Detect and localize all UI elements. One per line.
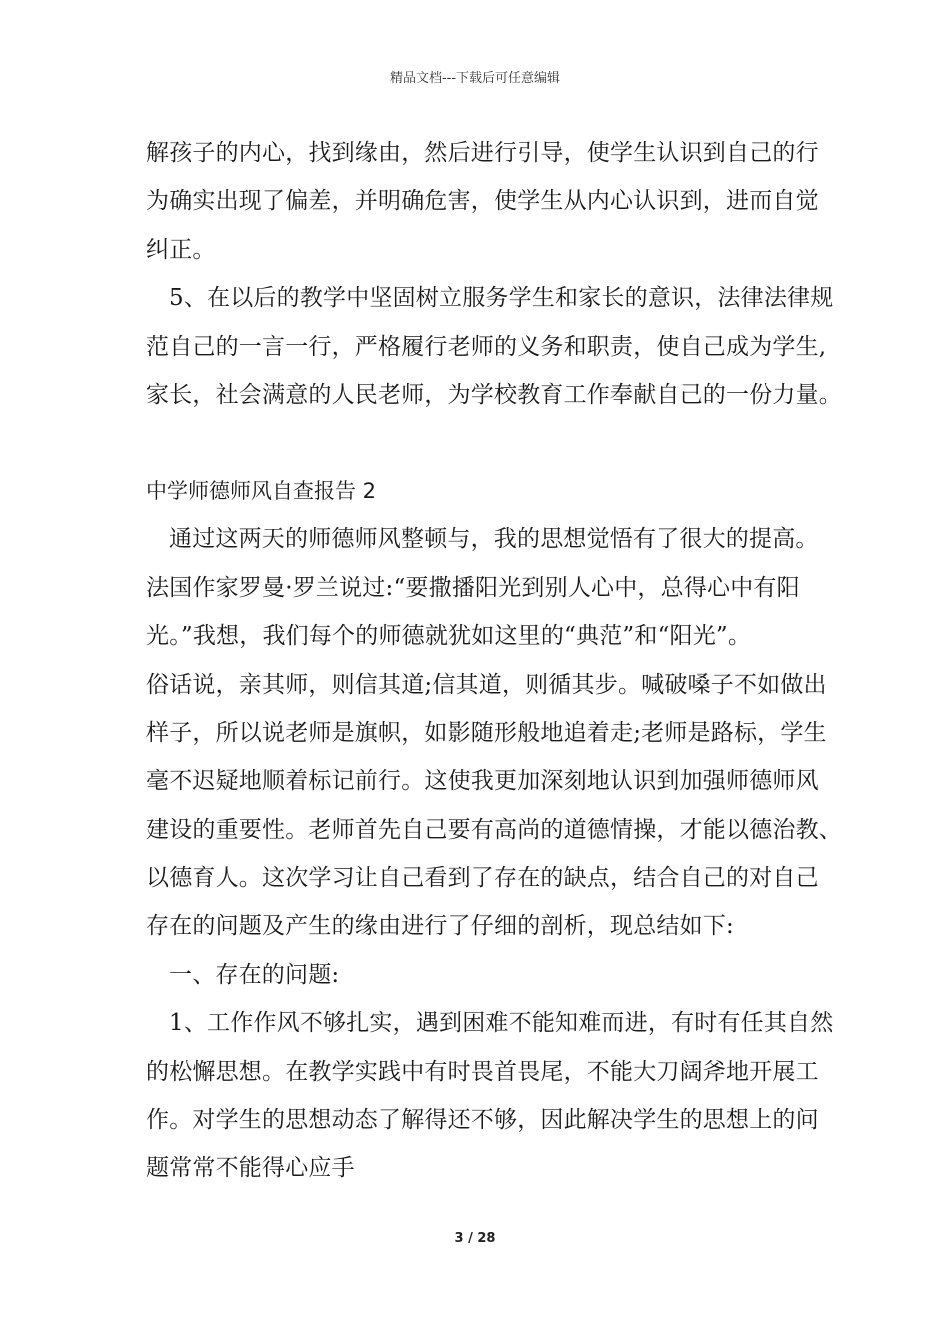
section-heading: 中学师德师风自查报告 2	[146, 479, 377, 504]
paragraph-line: 解孩子的内心，找到缘由，然后进行引导，使学生认识到自己的行	[146, 140, 819, 166]
paragraph-line: 家长，社会满意的人民老师，为学校教育工作奉献自己的一份力量。	[146, 381, 842, 408]
paragraph-line: 通过这两天的师德师风整顿与，我的思想觉悟有了很大的提高。	[169, 526, 819, 553]
paragraph-line: 的松懈思想。在教学实践中有时畏首畏尾，不能大刀阔斧地开展工	[146, 1058, 819, 1085]
paragraph-line: 5、在以后的教学中坚固树立服务学生和家长的意识，法律法律规	[169, 285, 834, 312]
section-spacer	[146, 424, 846, 472]
paragraph-line: 法国作家罗曼·罗兰说过:“要撒播阳光到别人心中，总得心中有阳	[146, 574, 800, 601]
page-header: 精品文档---下载后可任意编辑	[389, 71, 561, 86]
paragraph-line: 建设的重要性。老师首先自己要有高尚的道德情操，才能以德治教、	[146, 816, 842, 843]
paragraph-line: 存在的问题及产生的缘由进行了仔细的剖析，现总结如下:	[146, 913, 734, 940]
paragraph-line: 题常常不能得心应手	[146, 1155, 355, 1182]
paragraph-line: 光。”我想，我们每个的师德就犹如这里的“典范”和“阳光”。	[146, 623, 752, 650]
document-body	[146, 134, 846, 1198]
paragraph-line: 俗话说，亲其师，则信其道;信其道，则循其步。喊破嗓子不如做出	[146, 671, 827, 698]
paragraph-line: 范自己的一言一行，严格履行老师的义务和职责，使自己成为学生,	[146, 333, 827, 360]
paragraph-line: 作。对学生的思想动态了解得还不够，因此解决学生的思想上的问	[146, 1107, 819, 1134]
subheading-line: 一、存在的问题:	[169, 961, 340, 988]
page-number: 3 / 28	[454, 1231, 496, 1246]
paragraph-line: 纠正。	[146, 236, 216, 263]
paragraph-line: 毫不迟疑地顺着标记前行。这使我更加深刻地认识到加强师德师风	[146, 768, 819, 795]
paragraph-line: 以德育人。这次学习让自己看到了存在的缺点，结合自己的对自己	[146, 865, 819, 892]
paragraph-line: 1、工作作风不够扎实，遇到困难不能知难而进，有时有任其自然	[169, 1010, 834, 1037]
paragraph-line: 样子，所以说老师是旗帜，如影随形般地追着走;老师是路标，学生	[146, 719, 827, 746]
paragraph-line: 为确实出现了偏差，并明确危害，使学生从内心认识到，进而自觉	[146, 188, 819, 215]
